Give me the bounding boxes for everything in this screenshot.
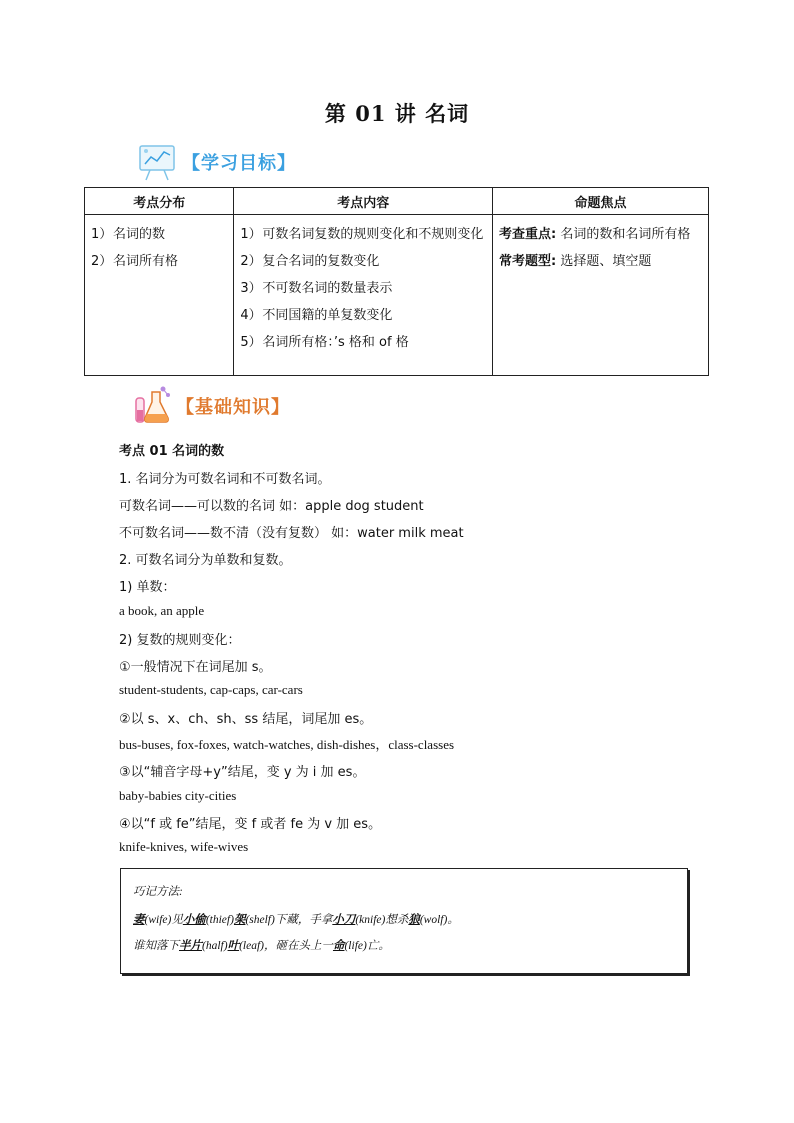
header-distribution: 考点分布 bbox=[85, 188, 234, 215]
content-line: 不可数名词——数不清（没有复数） 如：water milk meat bbox=[119, 526, 464, 541]
focus-key-point: 考查重点: 名词的数和名词所有格 bbox=[499, 227, 691, 242]
mnemonic-title: 巧记方法: bbox=[133, 886, 183, 898]
list-item: 5） 名词所有格：’s 格和 of 格 bbox=[240, 335, 409, 350]
presentation-board-icon bbox=[136, 142, 180, 182]
content-line: ④以“f 或 fe”结尾，变 f 或者 fe 为 v 加 es。 bbox=[119, 817, 382, 832]
content-line: a book, an apple bbox=[119, 603, 205, 618]
content-line: ①一般情况下在词尾加 s。 bbox=[119, 660, 272, 675]
content-cell bbox=[234, 215, 493, 376]
content-line: ②以 s、x、ch、sh、ss 结尾，词尾加 es。 bbox=[119, 712, 373, 727]
focus-question-type: 常考题型: 选择题、填空题 bbox=[499, 254, 652, 269]
content-line: baby-babies city-cities bbox=[119, 788, 237, 803]
content-line: knife-knives, wife-wives bbox=[119, 839, 249, 854]
page-title: 第 01 讲 名词 bbox=[324, 101, 470, 126]
list-item: 3） 不可数名词的数量表示 bbox=[240, 281, 393, 296]
section-heading: 考点 01 名词的数 bbox=[119, 444, 225, 459]
learning-goals-title: 【学习目标】 bbox=[182, 153, 296, 174]
mnemonic-line-1: 妻(wife)见小偷(thief)架(shelf)下藏，手拿小刀(knife)想杀狼(wolf)。 bbox=[133, 914, 459, 926]
basic-knowledge-title: 【基础知识】 bbox=[176, 397, 290, 418]
basic-knowledge-banner bbox=[130, 384, 290, 428]
content-line: 2) 复数的规则变化： bbox=[119, 633, 241, 648]
header-content: 考点内容 bbox=[234, 188, 493, 215]
list-item: 2） 复合名词的复数变化 bbox=[240, 254, 380, 269]
list-item: 2） 名词所有格 bbox=[91, 254, 179, 269]
content-line: ③以“辅音字母+y”结尾，变 y 为 i 加 es。 bbox=[119, 765, 366, 780]
distribution-cell bbox=[85, 215, 234, 376]
list-item: 4） 不同国籍的单复数变化 bbox=[240, 308, 393, 323]
list-item: 1） 名词的数 bbox=[91, 227, 166, 242]
content-line: student-students, cap-caps, car-cars bbox=[119, 682, 303, 697]
content-line: 2. 可数名词分为单数和复数。 bbox=[119, 553, 292, 568]
mnemonic-line-2: 谁知落下半片(half)叶(leaf)，砸在头上一命(life)亡。 bbox=[133, 940, 390, 952]
content-line: 可数名词——可以数的名词 如：apple dog student bbox=[119, 499, 424, 514]
goals-table bbox=[84, 187, 709, 376]
list-item: 1） 可数名词复数的规则变化和不规则变化 bbox=[240, 227, 484, 242]
header-focus: 命题焦点 bbox=[493, 188, 709, 215]
mnemonic-box bbox=[120, 868, 688, 974]
content-line: bus-buses, fox-foxes, watch-watches, dish-dishes，class-classes bbox=[119, 737, 455, 752]
content-line: 1. 名词分为可数名词和不可数名词。 bbox=[119, 472, 331, 487]
lab-flask-icon bbox=[130, 384, 174, 428]
learning-goals-banner bbox=[136, 142, 296, 182]
focus-cell bbox=[493, 215, 709, 376]
content-line: 1) 单数： bbox=[119, 580, 176, 595]
